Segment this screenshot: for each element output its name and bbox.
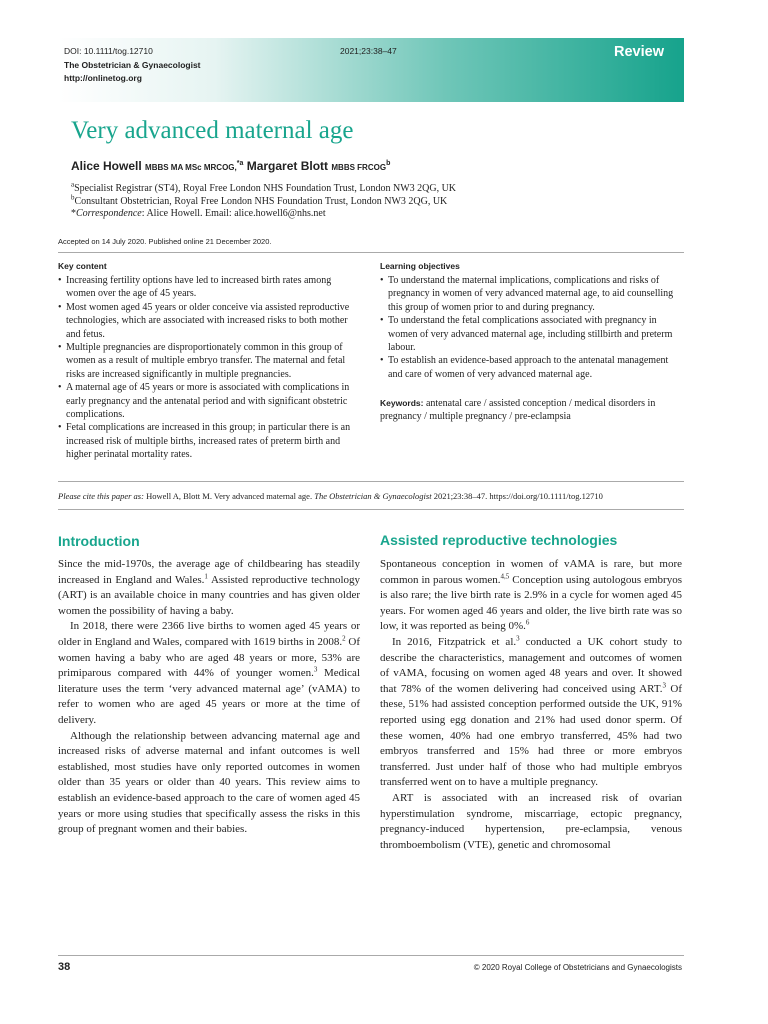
author-marks: b [386,160,391,167]
list-item: • Increasing fertility options have led to increased birth rates among women over the age of 45 years. [58,274,360,301]
journal-url[interactable]: http://onlinetog.org [64,73,142,83]
list-item: • To establish an evidence-based approach to the antenatal management and care of women of very advanced maternal age. [380,354,682,381]
list-item: • To understand the fetal complications associated with pregnancy in women of very advanced maternal age, including stillbirth and preterm labour. [380,314,682,354]
article-title: Very advanced maternal age [71,117,354,144]
footer-divider [58,955,684,956]
paragraph: Although the relationship between advancing maternal age and increased risks of adverse maternal and infant outcomes is well established, most studies have only reported outcomes in women older than 35 years or older than 40 years. This review aims to establish an evidence-based approach to the care of women aged 45 years or more using studies that specifically assess the risks in this group of pregnant women and their babies. [58,729,360,836]
journal-name: The Obstetrician & Gynaecologist [64,60,201,70]
divider [58,252,684,253]
author-name: Alice Howell [71,159,142,173]
copyright: © 2020 Royal College of Obstetricians and Gynaecologists [473,963,682,972]
affiliations [71,180,457,221]
accepted-date: Accepted on 14 July 2020. Published online 21 December 2020. [58,237,272,246]
volume-info: 2021;23:38–47 [340,46,397,56]
art-body [380,557,682,853]
divider [58,481,684,482]
page-number: 38 [58,961,71,973]
list-item: • Fetal complications are increased in this group; in particular there is an increased risk of multiple births, increased rates of preterm birth and higher perinatal mortality rates. [58,421,360,461]
affiliation: $^b$Consultant Obstetrician, Royal Free London NHS Foundation Trust, London NW3 2QG, UK [71,193,448,207]
learning-objectives-heading: Learning objectives [380,261,460,271]
introduction-body [58,557,360,838]
key-content-heading: Key content [58,261,107,271]
affiliation: $^a$Specialist Registrar (ST4), Royal Free London NHS Foundation Trust, London NW3 2QG, UK [71,180,457,194]
author-degrees: MBBS MA MSc MRCOG, [145,163,237,172]
art-heading: Assisted reproductive technologies [380,532,618,548]
list-item: • To understand the maternal implications, complications and risks of pregnancy in women of very advanced maternal age, to aid counselling this group of women prior to and during pregnancy. [380,274,682,314]
key-content-list [58,274,360,462]
divider [58,509,684,510]
doi[interactable]: DOI: 10.1111/tog.12710 [64,46,153,56]
correspondence: *Correspondence: Alice Howell. Email: alice.howell6@nhs.net [71,208,326,219]
section-label: Review [614,44,664,60]
keywords-text: antenatal care / assisted conception / medical disorders in pregnancy / multiple pregnancy / pre-eclampsia [380,398,656,423]
paragraph: In 2018, there were 2366 live births to women aged 45 years or older in England and Wales, compared with 1619 births in 2008.$^2$ Of women having a baby who are aged 48 years or more, 53% are primiparous compared with 44% of younger women.$^3$ Medical literature uses the term ‘very advanced maternal age’ (vAMA) to refer to women who are aged 45 years or more at the time of delivery. [58,620,360,726]
author-degrees: MBBS FRCOG [331,163,387,172]
list-item: • Multiple pregnancies are disproportionately common in this group of women as a result of multiple embryo transfer. The maternal and fetal risks are increased significantly in multiple pregnancies. [58,341,360,381]
introduction-heading: Introduction [58,533,140,549]
author-marks: *a [236,160,244,167]
paragraph: ART is associated with an increased risk of ovarian hyperstimulation syndrome, miscarriage, ectopic pregnancy, pregnancy-induced hypertension, pre-eclampsia, venous thromboembolism (VTE), genetic and chromosomal [380,791,682,851]
keywords-label: Keywords: [380,398,424,408]
list-item: • Most women aged 45 years or older conceive via assisted reproductive technologies, which are associated with increased risks to both mother and fetus. [58,301,360,341]
author-name: Margaret Blott [246,159,329,173]
citation: Please cite this paper as: Howell A, Blott M. Very advanced maternal age. The Obstetrician & Gynaecologist 2021;23:38–47. https://doi.org/10.1111/tog.12710 [58,491,603,501]
author-list [71,159,390,173]
learning-objectives-list [380,274,682,381]
list-item: • A maternal age of 45 years or more is associated with complications in early pregnancy and the antenatal period and with significant obstetric complications. [58,381,360,421]
keywords [380,397,682,424]
paragraph: Since the mid-1970s, the average age of childbearing has steadily increased in England and Wales.$^1$ Assisted reproductive technology (ART) is an available choice in many countries and has given older women the possibility of having a baby. [58,558,361,617]
paragraph: In 2016, Fitzpatrick et al.$^3$ conducted a UK cohort study to describe the characteristics, management and outcomes of women of vAMA, focusing on women aged 48 years and over. It showed that 78% of the women delivering had conceived using ART.$^3$ Of these, 51% had assisted conception performed outside the UK, 91% reported using egg donation and 21% had used donor sperm. Of these women, 40% had one embryo transferred, 45% had two embryos transferred and 15% had three or more embryos transferred. Just under half of those who had multiple embryos transferred went on to have a multiple pregnancy. [380,634,682,789]
paragraph: Spontaneous conception in women of vAMA is rare, but more common in parous women.$^{4,5}$ Conception using autologous embryos is also rare; the live birth rate is 2.9% in a cycle for women aged 45 years. For women aged 46 years and older, the live birth rate was so low, it was reported as being 0%.$^6$ [380,558,682,633]
